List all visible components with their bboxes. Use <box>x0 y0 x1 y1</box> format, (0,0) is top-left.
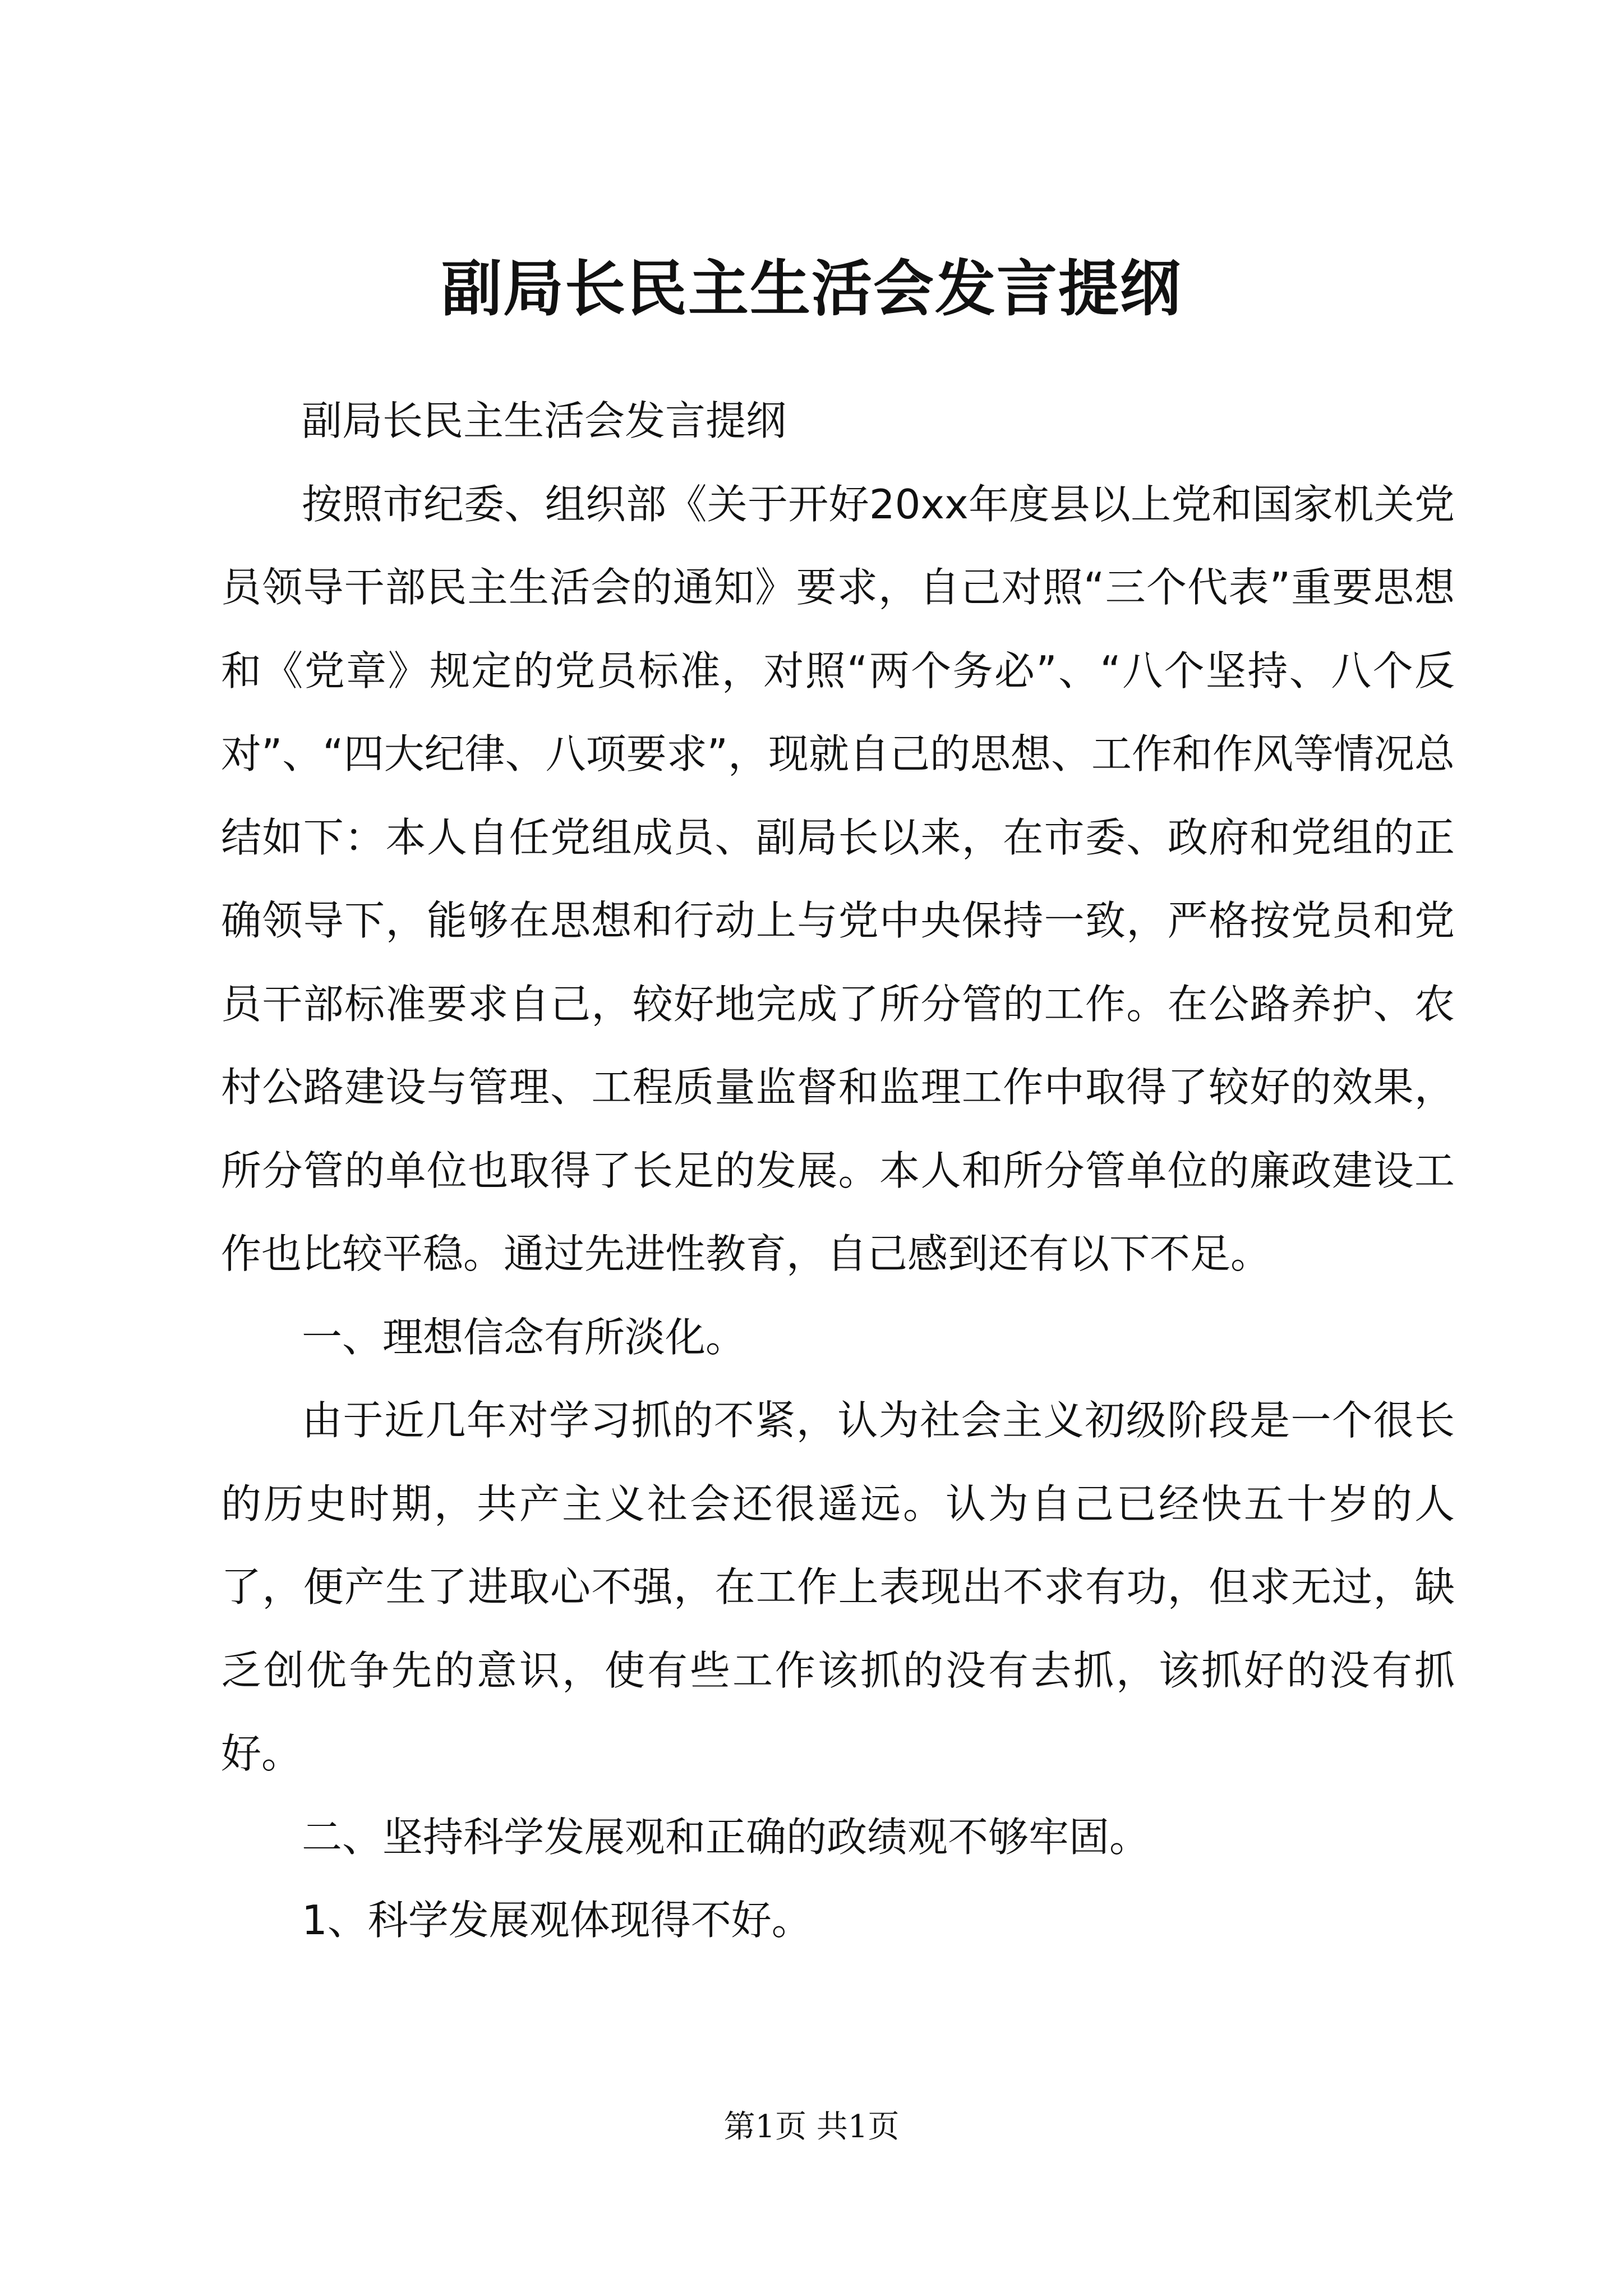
document-title: 副局长民主生活会发言提纲 <box>441 254 1182 324</box>
intro-paragraph: 按照市纪委、组织部《关于开好20xx年度县以上党和国家机关党员领导干部民主生活会的通知》要求，自己对照“三个代表”重要思想和《党章》规定的党员标准，对照“两个务必”、“八个坚持、八个反对”、“四大纪律、八项要求”，现就自己的思想、工作和作风等情况总结如下：本人自任党组成员、副局长以来，在市委、政府和党组的正确领导下，能够在思想和行动上与党中央保持一致，严格按党员和党员干部标准要求自己，较好地完成了所分管的工作。在公路养护、农村公路建设与管理、工程质量监督和监理工作中取得了较好的效果，所分管的单位也取得了长足的发展。本人和所分管单位的廉政建设工作也比较平稳。通过先进性教育，自己感到还有以下不足。 <box>221 480 1455 1277</box>
subtitle-paragraph: 副局长民主生活会发言提纲 <box>302 397 787 444</box>
section-1-paragraph: 由于近几年对学习抓的不紧，认为社会主义初级阶段是一个很长的历史时期，共产主义社会还很遥远。认为自己已经快五十岁的人了，便产生了进取心不强，在工作上表现出不求有功，但求无过，缺乏创优争先的意识，使有些工作该抓的没有去抓，该抓好的没有抓好。 <box>221 1397 1455 1777</box>
page-footer: 第1页 共1页 <box>723 2109 900 2145</box>
document-body <box>221 379 1455 1962</box>
section-heading-2: 二、坚持科学发展观和正确的政绩观不够牢固。 <box>302 1813 1150 1861</box>
section-heading-1: 一、理想信念有所淡化。 <box>302 1313 746 1361</box>
subsection-heading-1: 1、科学发展观体现得不好。 <box>302 1897 812 1944</box>
